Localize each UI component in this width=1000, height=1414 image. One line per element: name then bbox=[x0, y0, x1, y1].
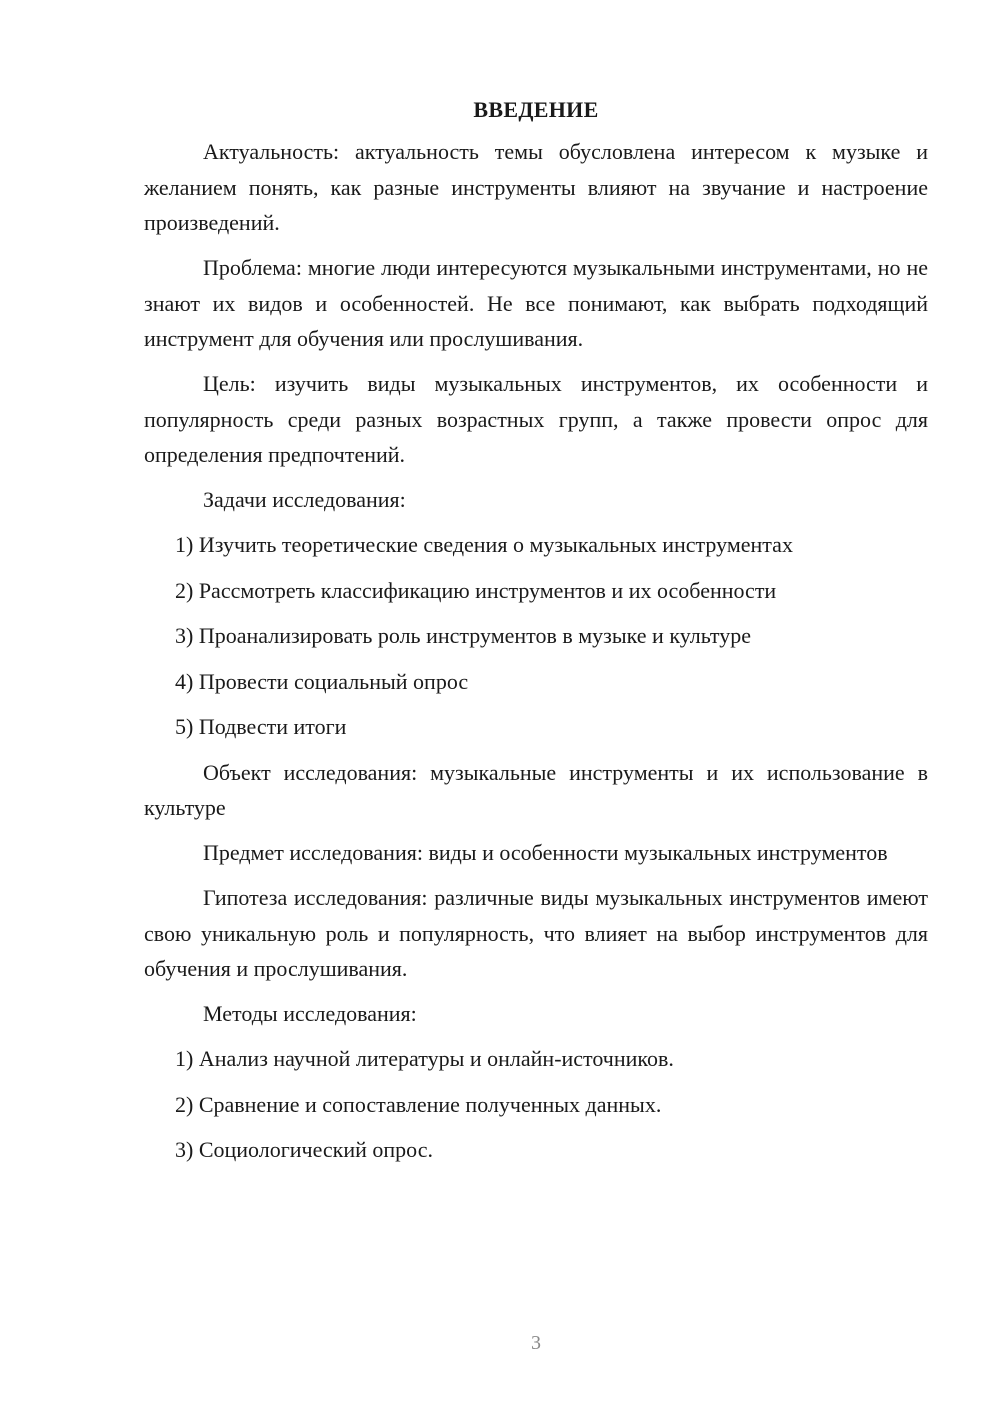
methods-heading: Методы исследования: bbox=[203, 1001, 417, 1026]
object-paragraph: Объект исследования: музыкальные инструменты и их использование в культуре bbox=[144, 759, 928, 820]
hypothesis-paragraph: Гипотеза исследования: различные виды музыкальных инструментов имеют свою уникальную роль и популярность, что влияет на выбор инструментов для обучения и прослушивания. bbox=[144, 885, 928, 981]
problem-paragraph: Проблема: многие люди интересуются музыкальными инструментами, но не знают их видов и особенностей. Не все понимают, как выбрать подходящий инструмент для обучения или прослушивания. bbox=[144, 255, 928, 351]
document-page bbox=[144, 92, 928, 1178]
goal-paragraph: Цель: изучить виды музыкальных инструментов, их особенности и популярность среди разных возрастных групп, а также провести опрос для определения предпочтений. bbox=[144, 371, 928, 467]
list-item: 3) Социологический опрос. bbox=[175, 1137, 433, 1162]
tasks-heading: Задачи исследования: bbox=[203, 487, 406, 512]
list-item: 1) Анализ научной литературы и онлайн-источников. bbox=[175, 1046, 674, 1071]
list-item: 3) Проанализировать роль инструментов в музыке и культуре bbox=[175, 623, 752, 648]
tasks-list bbox=[144, 527, 928, 745]
list-item: 5) Подвести итоги bbox=[175, 714, 347, 739]
list-item: 2) Рассмотреть классификацию инструментов и их особенности bbox=[175, 577, 777, 603]
subject-paragraph: Предмет исследования: виды и особенности музыкальных инструментов bbox=[203, 840, 888, 865]
list-item: 4) Провести социальный опрос bbox=[175, 668, 469, 694]
list-item: 2) Сравнение и сопоставление полученных данных. bbox=[175, 1091, 662, 1117]
methods-list bbox=[144, 1041, 928, 1168]
page-number: 3 bbox=[531, 1332, 541, 1354]
section-title: ВВЕДЕНИЕ bbox=[473, 97, 599, 122]
list-item: 1) Изучить теоретические сведения о музыкальных инструментах bbox=[175, 532, 793, 557]
relevance-paragraph: Актуальность: актуальность темы обусловлена интересом к музыке и желанием понять, как разные инструменты влияют на звучание и настроение произведений. bbox=[144, 139, 928, 235]
